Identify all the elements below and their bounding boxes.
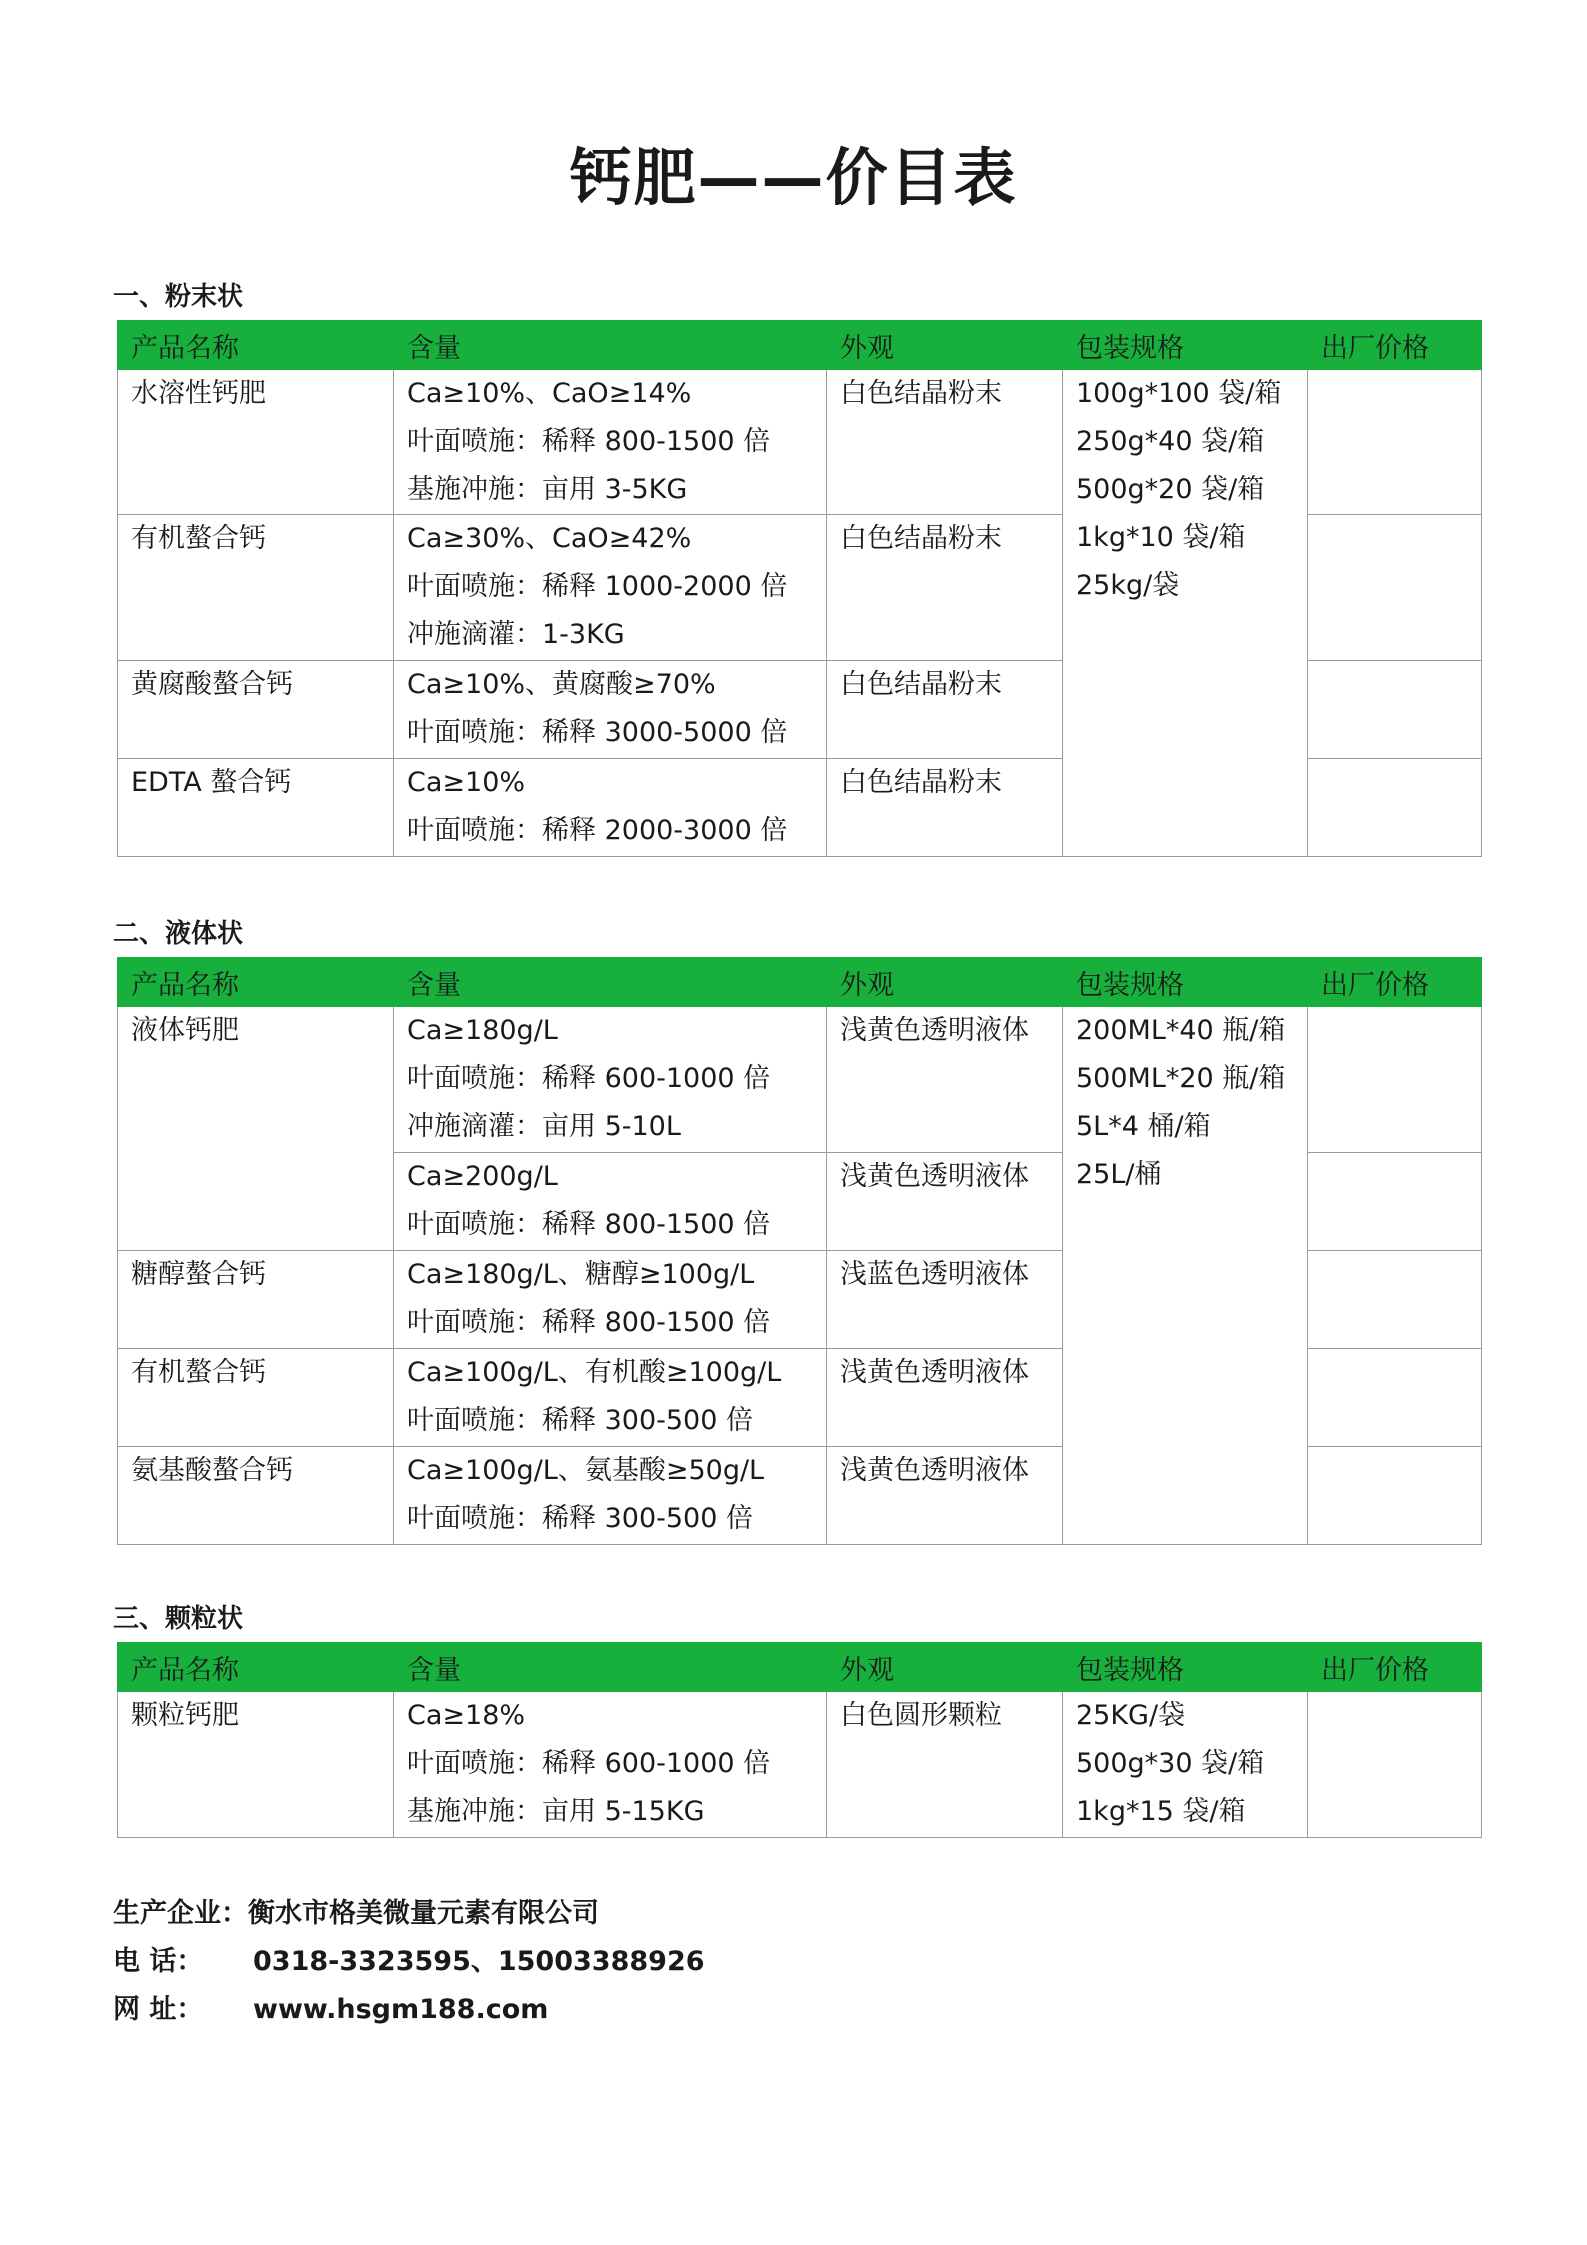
product-appearance: 浅黄色透明液体 xyxy=(827,1153,1063,1251)
packaging-line: 100g*100 袋/箱 xyxy=(1076,378,1282,409)
product-name: 糖醇螯合钙 xyxy=(118,1251,394,1349)
product-appearance: 浅黄色透明液体 xyxy=(827,1447,1063,1545)
content-line: Ca≥18% xyxy=(407,1700,526,1731)
packaging-line: 500g*30 袋/箱 xyxy=(1076,1748,1265,1779)
phone-label: 电 话： xyxy=(113,1946,204,1977)
content-line: 冲施滴灌：亩用 5-10L xyxy=(407,1111,681,1142)
product-content xyxy=(394,759,827,857)
packaging-line: 25L/桶 xyxy=(1076,1159,1162,1190)
header-content: 含量 xyxy=(394,321,827,370)
content-line: 叶面喷施：稀释 800-1500 倍 xyxy=(407,1209,771,1240)
header-product-name: 产品名称 xyxy=(118,321,394,370)
product-appearance: 白色结晶粉末 xyxy=(827,370,1063,515)
product-name: 颗粒钙肥 xyxy=(118,1692,394,1838)
company-label: 生产企业： xyxy=(113,1898,248,1929)
header-packaging: 包装规格 xyxy=(1063,1643,1308,1692)
content-line: Ca≥10%、黄腐酸≥70% xyxy=(407,669,716,700)
product-appearance: 浅蓝色透明液体 xyxy=(827,1251,1063,1349)
header-product-name: 产品名称 xyxy=(118,958,394,1007)
content-line: Ca≥100g/L、有机酸≥100g/L xyxy=(407,1357,782,1388)
header-appearance: 外观 xyxy=(827,321,1063,370)
content-line: Ca≥100g/L、氨基酸≥50g/L xyxy=(407,1455,765,1486)
header-packaging: 包装规格 xyxy=(1063,958,1308,1007)
section-title-granular: 三、颗粒状 xyxy=(113,1604,244,1634)
product-name: 氨基酸螯合钙 xyxy=(118,1447,394,1545)
packaging-line: 25kg/袋 xyxy=(1076,570,1180,601)
header-factory-price: 出厂价格 xyxy=(1308,321,1482,370)
content-line: 叶面喷施：稀释 600-1000 倍 xyxy=(407,1063,771,1094)
product-appearance: 浅黄色透明液体 xyxy=(827,1349,1063,1447)
product-content xyxy=(394,370,827,515)
section-title-liquid: 二、液体状 xyxy=(113,919,244,949)
phone-row xyxy=(113,1938,705,1986)
content-line: 基施冲施：亩用 5-15KG xyxy=(407,1796,705,1827)
packaging-line: 1kg*10 袋/箱 xyxy=(1076,522,1246,553)
factory-price-cell xyxy=(1308,759,1482,857)
header-factory-price: 出厂价格 xyxy=(1308,1643,1482,1692)
powder-price-table xyxy=(117,320,1482,857)
product-name: 黄腐酸螯合钙 xyxy=(118,661,394,759)
table-header-row xyxy=(118,321,1482,370)
header-appearance: 外观 xyxy=(827,958,1063,1007)
product-content xyxy=(394,515,827,661)
factory-price-cell xyxy=(1308,661,1482,759)
packaging-line: 25KG/袋 xyxy=(1076,1700,1186,1731)
content-line: 叶面喷施：稀释 3000-5000 倍 xyxy=(407,717,788,748)
factory-price-cell xyxy=(1308,1007,1482,1153)
liquid-price-table xyxy=(117,957,1482,1545)
product-name: 有机螯合钙 xyxy=(118,1349,394,1447)
product-content xyxy=(394,1007,827,1153)
content-line: 叶面喷施：稀释 800-1500 倍 xyxy=(407,426,771,457)
header-content: 含量 xyxy=(394,1643,827,1692)
header-factory-price: 出厂价格 xyxy=(1308,958,1482,1007)
factory-price-cell xyxy=(1308,1251,1482,1349)
content-line: Ca≥10%、CaO≥14% xyxy=(407,378,692,409)
content-line: 叶面喷施：稀释 1000-2000 倍 xyxy=(407,571,788,602)
table-header-row xyxy=(118,958,1482,1007)
packaging-line: 200ML*40 瓶/箱 xyxy=(1076,1015,1286,1046)
packaging-line: 250g*40 袋/箱 xyxy=(1076,426,1265,457)
product-content xyxy=(394,1153,827,1251)
company-info xyxy=(113,1890,705,2034)
granular-price-table xyxy=(117,1642,1482,1838)
company-row xyxy=(113,1890,705,1938)
product-appearance: 白色结晶粉末 xyxy=(827,515,1063,661)
product-content xyxy=(394,1692,827,1838)
content-line: Ca≥180g/L、糖醇≥100g/L xyxy=(407,1259,755,1290)
product-content xyxy=(394,1447,827,1545)
table-row xyxy=(118,1007,1482,1153)
header-appearance: 外观 xyxy=(827,1643,1063,1692)
factory-price-cell xyxy=(1308,370,1482,515)
website-label: 网 址： xyxy=(113,1994,204,2025)
product-name: 液体钙肥 xyxy=(118,1007,394,1251)
product-name: 有机螯合钙 xyxy=(118,515,394,661)
website-row xyxy=(113,1986,705,2034)
page-title: 钙肥——价目表 xyxy=(569,141,1018,214)
table-header-row xyxy=(118,1643,1482,1692)
product-appearance: 浅黄色透明液体 xyxy=(827,1007,1063,1153)
factory-price-cell xyxy=(1308,1153,1482,1251)
packaging-line: 1kg*15 袋/箱 xyxy=(1076,1796,1246,1827)
packaging-spec xyxy=(1063,1692,1308,1838)
content-line: 叶面喷施：稀释 800-1500 倍 xyxy=(407,1307,771,1338)
content-line: 叶面喷施：稀释 600-1000 倍 xyxy=(407,1748,771,1779)
header-content: 含量 xyxy=(394,958,827,1007)
content-line: 冲施滴灌：1-3KG xyxy=(407,619,625,650)
packaging-line: 500g*20 袋/箱 xyxy=(1076,474,1265,505)
packaging-spec xyxy=(1063,370,1308,857)
factory-price-cell xyxy=(1308,1349,1482,1447)
content-line: 基施冲施：亩用 3-5KG xyxy=(407,474,688,505)
website-link[interactable]: www.hsgm188.com xyxy=(253,1994,549,2025)
content-line: 叶面喷施：稀释 2000-3000 倍 xyxy=(407,815,788,846)
product-content xyxy=(394,1349,827,1447)
packaging-spec xyxy=(1063,1007,1308,1545)
factory-price-cell xyxy=(1308,1692,1482,1838)
content-line: 叶面喷施：稀释 300-500 倍 xyxy=(407,1503,753,1534)
product-name: 水溶性钙肥 xyxy=(118,370,394,515)
section-title-powder: 一、粉末状 xyxy=(113,282,244,312)
content-line: Ca≥10% xyxy=(407,767,526,798)
product-appearance: 白色结晶粉末 xyxy=(827,661,1063,759)
header-product-name: 产品名称 xyxy=(118,1643,394,1692)
company-name: 衡水市格美微量元素有限公司 xyxy=(248,1898,599,1929)
packaging-line: 5L*4 桶/箱 xyxy=(1076,1111,1211,1142)
product-name: EDTA 螯合钙 xyxy=(118,759,394,857)
factory-price-cell xyxy=(1308,1447,1482,1545)
content-line: Ca≥180g/L xyxy=(407,1015,558,1046)
table-row xyxy=(118,1692,1482,1838)
product-appearance: 白色结晶粉末 xyxy=(827,759,1063,857)
content-line: Ca≥200g/L xyxy=(407,1161,558,1192)
table-row xyxy=(118,370,1482,515)
header-packaging: 包装规格 xyxy=(1063,321,1308,370)
factory-price-cell xyxy=(1308,515,1482,661)
phone-number: 0318-3323595、15003388926 xyxy=(253,1946,705,1977)
packaging-line: 500ML*20 瓶/箱 xyxy=(1076,1063,1286,1094)
content-line: Ca≥30%、CaO≥42% xyxy=(407,523,692,554)
content-line: 叶面喷施：稀释 300-500 倍 xyxy=(407,1405,753,1436)
product-content xyxy=(394,661,827,759)
product-content xyxy=(394,1251,827,1349)
product-appearance: 白色圆形颗粒 xyxy=(827,1692,1063,1838)
